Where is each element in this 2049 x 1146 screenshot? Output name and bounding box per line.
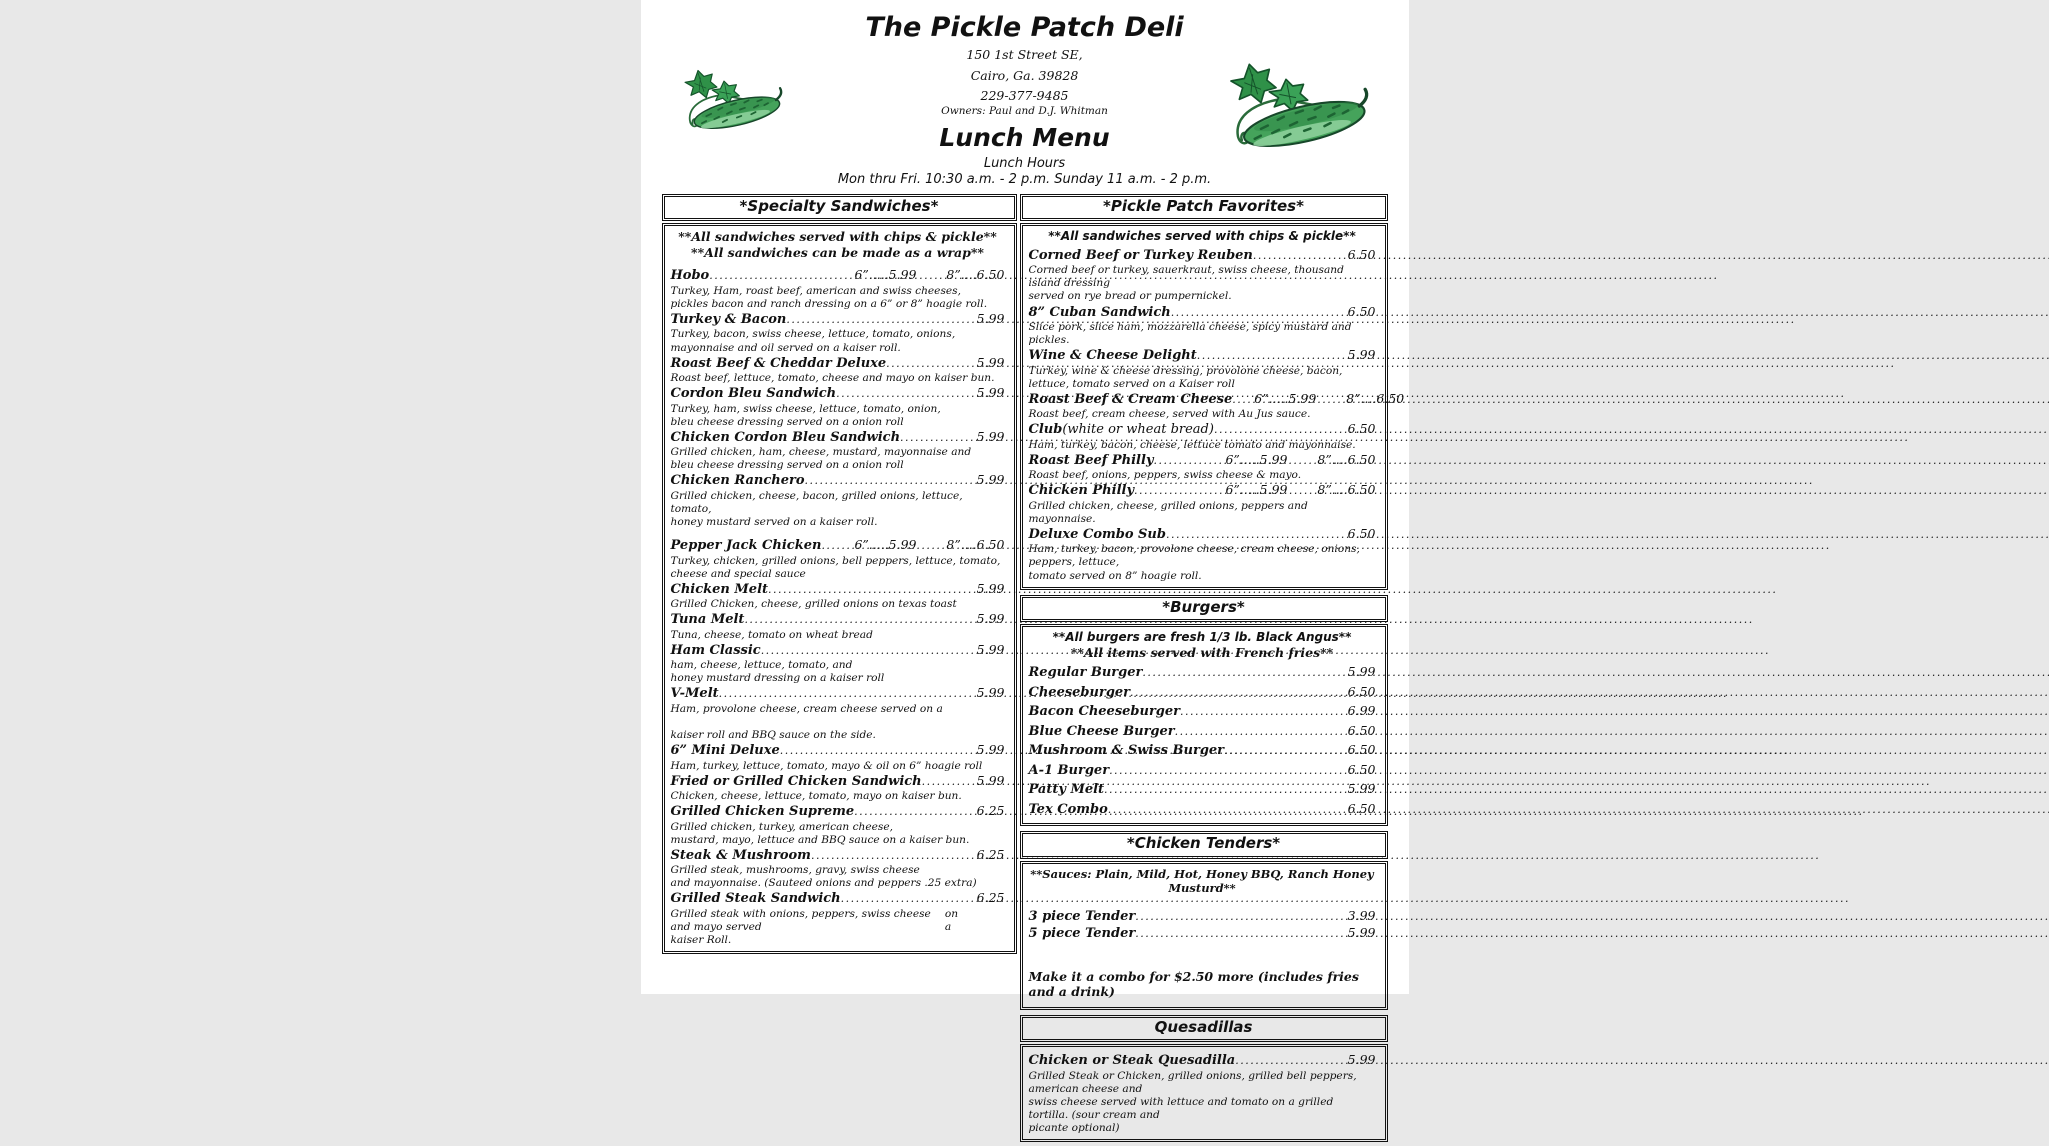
- dot-leader: [1166, 528, 1332, 542]
- menu-item-row: [1029, 247, 1376, 264]
- menu-columns: [662, 194, 1405, 1146]
- item-name: Roast Beef Philly: [1028, 452, 1154, 468]
- menu-item: [671, 890, 1005, 947]
- item-price: 5.99: [976, 311, 1005, 327]
- item-name: Mushroom & Swiss Burger: [1028, 743, 1225, 759]
- item-name: Patty Melt: [1028, 782, 1105, 798]
- menu-item-row: [1029, 925, 1376, 942]
- menu-item: [671, 803, 1005, 847]
- item-price: 5.99: [976, 472, 1005, 488]
- item-description: Grilled chicken, turkey, american cheese,: [670, 820, 893, 833]
- menu-item-row: [1029, 526, 1376, 543]
- item-name: Ham Classic: [670, 642, 761, 658]
- item-price: 5.99: [1347, 781, 1376, 797]
- menu-item-row: [671, 611, 1005, 628]
- item-price: 6.50: [1347, 303, 1376, 319]
- menu-title: Lunch Menu: [939, 123, 1110, 153]
- item-description: Ham, turkey, bacon, provolone cheese, cream cheese, onions, peppers, lettuce,: [1028, 543, 1360, 569]
- menu-item-row: [1029, 800, 1376, 819]
- dot-leader: [1104, 782, 1331, 798]
- pickle-illustration-right: [1201, 56, 1371, 156]
- menu-item: [1029, 1052, 1376, 1135]
- item-description: swiss cheese served with lettuce and tomato on a grilled tortilla. (sour cream and: [1028, 1095, 1334, 1122]
- menu-item: [1029, 741, 1376, 760]
- section-note: **All sandwiches served with chips & pickle**: [1048, 229, 1356, 244]
- section-body-chicken-tenders: [1020, 861, 1388, 1010]
- item-price: 5.99: [976, 428, 1005, 444]
- specialty-items: [671, 267, 1005, 947]
- section-body-pickle-patch-favorites: [1020, 223, 1405, 589]
- favorites-notes: [1029, 229, 1376, 244]
- item-price: 6.50: [1347, 683, 1376, 699]
- dot-leader: [821, 539, 838, 553]
- item-name: Blue Cheese Burger: [1028, 723, 1175, 739]
- dot-leader: [1130, 685, 1331, 701]
- dot-leader: [1214, 423, 1332, 437]
- item-description: Roast beef, onions, peppers, swiss cheese & mayo.: [1028, 469, 1302, 482]
- menu-item-row: [671, 385, 1005, 402]
- pickle-illustration-left: [665, 56, 783, 144]
- menu-item: [1029, 683, 1376, 702]
- combo-note: Make it a combo for $2.50 more (includes fries and a drink): [1028, 968, 1359, 999]
- dot-leader: [922, 775, 961, 789]
- item-description: Ham, provolone cheese, cream cheese served on a: [670, 702, 943, 715]
- item-price-6inch: 6”.....5.99: [854, 537, 917, 553]
- dot-leader: [1235, 1054, 1331, 1068]
- item-description: Grilled chicken, cheese, bacon, grilled onions, lettuce, tomato,: [670, 489, 963, 515]
- item-description: Turkey, wine & cheese dressing, provolone cheese, bacon,: [1028, 364, 1343, 377]
- item-name: 8” Cuban Sandwich: [1028, 304, 1171, 320]
- item-description-text: Grilled steak with onions, peppers, swiss cheese and mayo served: [670, 907, 931, 933]
- item-price: 6.25: [976, 803, 1005, 819]
- item-description: kaiser roll and BBQ sauce on the side.: [670, 729, 876, 742]
- address-line-2: Cairo, Ga. 39828: [970, 67, 1079, 83]
- dot-leader: [1180, 704, 1331, 720]
- section-header-chicken-tenders: *Chicken Tenders*: [1020, 831, 1388, 859]
- item-description: mustard, mayo, lettuce and BBQ sauce on a kaiser bun.: [670, 833, 970, 846]
- dot-leader: [768, 583, 960, 597]
- menu-item: [1029, 925, 1376, 942]
- item-price: 5.99: [976, 385, 1005, 401]
- menu-item: [1029, 347, 1376, 391]
- item-name: Chicken Philly: [1028, 483, 1135, 499]
- item-name: Chicken Cordon Bleu Sandwich: [670, 429, 901, 445]
- menu-item: [671, 355, 1005, 386]
- item-name: Turkey & Bacon: [670, 312, 787, 328]
- menu-item: [671, 472, 1005, 529]
- item-description-wrap-text: on a: [944, 907, 959, 933]
- item-price-8inch: 8”....6.50: [1346, 390, 1405, 406]
- item-name: Pepper Jack Chicken: [670, 538, 822, 554]
- menu-item-row: [1029, 1052, 1376, 1069]
- item-description: Ham, turkey, bacon, cheese, lettuce tomato and mayonnaise.: [1028, 438, 1356, 451]
- item-price-6inch: 6”.....5.99: [1225, 482, 1288, 498]
- menu-item-row: [1029, 702, 1376, 721]
- item-description: Grilled Steak or Chicken, grilled onions, grilled bell peppers, american cheese and: [1028, 1069, 1357, 1095]
- menu-item: [671, 847, 1005, 891]
- item-name: Roast Beef & Cheddar Deluxe: [670, 355, 887, 371]
- menu-item-row: [1029, 304, 1376, 321]
- menu-item: [1029, 247, 1376, 304]
- item-description: Roast beef, cream cheese, served with Au Jus sauce.: [1028, 408, 1311, 421]
- menu-item-row: [671, 847, 1005, 864]
- dot-leader: [1253, 249, 1332, 263]
- item-name: Hobo: [670, 268, 710, 284]
- dot-leader: [1154, 454, 1210, 468]
- item-description: ham, cheese, lettuce, tomato, and: [670, 659, 853, 672]
- menu-item: [671, 773, 1005, 804]
- favorites-items: [1028, 246, 1405, 583]
- menu-item: [671, 429, 1005, 473]
- dot-leader: [1142, 665, 1331, 681]
- menu-item: [671, 385, 1005, 429]
- item-name: Grilled Chicken Supreme: [670, 804, 855, 820]
- menu-item-row: [671, 803, 1005, 820]
- dot-leader: [709, 269, 838, 283]
- menu-item-row: [1029, 683, 1376, 702]
- item-price: 6.50: [1347, 800, 1376, 816]
- section-note: **All sandwiches can be made as a wrap**: [691, 245, 984, 261]
- dot-leader: [900, 431, 960, 445]
- item-price: 5.99: [1347, 925, 1376, 941]
- item-name: Chicken Melt: [670, 581, 769, 597]
- dot-leader: [744, 613, 960, 627]
- menu-item-row: [671, 355, 1005, 372]
- item-description: Turkey, ham, swiss cheese, lettuce, tomato, onion,: [670, 402, 941, 415]
- tenders-items: [1029, 908, 1376, 943]
- menu-item-row: [671, 267, 1005, 284]
- dot-leader: [1134, 484, 1209, 498]
- menu-item: [1029, 421, 1376, 452]
- item-description: Ham, turkey, lettuce, tomato, mayo & oil on 6” hoagie roll: [670, 759, 983, 772]
- item-price-6inch: 6”.....5.99: [854, 267, 917, 283]
- menu-item: [1029, 800, 1376, 819]
- item-description: and mayonnaise. (Sauteed onions and peppers .25 extra): [670, 877, 977, 890]
- menu-item: [671, 611, 1005, 642]
- item-price: 6.50: [1347, 525, 1376, 541]
- dot-leader: [1197, 349, 1332, 363]
- menu-item: [1029, 702, 1376, 721]
- hours-text: Mon thru Fri. 10:30 a.m. - 2 p.m. Sunday 11 a.m. - 2 p.m.: [837, 171, 1212, 187]
- item-name: V-Melt: [670, 686, 719, 702]
- item-description: cheese and special sauce: [670, 567, 806, 580]
- item-name: Tuna Melt: [670, 612, 745, 628]
- menu-item: [671, 311, 1005, 355]
- menu-item-row: [671, 685, 1005, 702]
- item-price: 5.99: [976, 772, 1005, 788]
- section-header-specialty-sandwiches: *Specialty Sandwiches*: [662, 194, 1017, 222]
- item-description: bleu cheese dressing served on a onion roll: [670, 459, 904, 472]
- item-name: Corned Beef or Turkey Reuben: [1028, 247, 1253, 263]
- item-description: Turkey, chicken, grilled onions, bell peppers, lettuce, tomato,: [670, 554, 1001, 567]
- left-column: [662, 194, 1017, 958]
- quesadillas-items: [1029, 1052, 1376, 1135]
- menu-item-row: [1029, 347, 1376, 364]
- item-price: 5.99: [976, 580, 1005, 596]
- deli-title: The Pickle Patch Deli: [865, 12, 1184, 43]
- menu-item-row: [1029, 452, 1376, 469]
- dot-leader: [1175, 724, 1332, 740]
- item-description: Grilled chicken, cheese, grilled onions, peppers and mayonnaise.: [1028, 499, 1308, 525]
- item-price: 6.50: [1347, 722, 1376, 738]
- menu-item: [671, 685, 1005, 742]
- item-price-8inch: 8”....6.50: [946, 267, 1005, 283]
- item-description: Roast beef, lettuce, tomato, cheese and mayo on kaiser bun.: [670, 372, 995, 385]
- dot-leader: [780, 744, 961, 758]
- menu-item-row: [1028, 390, 1405, 408]
- item-description: lettuce, tomato served on a Kaiser roll: [1028, 377, 1235, 390]
- item-name: Chicken or Steak Quesadilla: [1028, 1053, 1236, 1069]
- menu-item-row: [671, 537, 1005, 554]
- menu-item-row: [671, 581, 1005, 598]
- menu-item-row: [1029, 761, 1376, 780]
- menu-item: [1029, 780, 1376, 799]
- item-description: Tuna, cheese, tomato on wheat bread: [670, 628, 873, 641]
- dot-leader: [836, 387, 960, 401]
- item-description: honey mustard dressing on a kaiser roll: [670, 672, 885, 685]
- item-description: Chicken, cheese, lettuce, tomato, mayo on kaiser bun.: [670, 790, 962, 803]
- item-price-8inch: 8”....6.50: [1317, 482, 1376, 498]
- menu-item: [1029, 722, 1376, 741]
- item-name: Cheeseburger: [1028, 684, 1131, 700]
- item-description: pickles bacon and ranch dressing on a 6” or 8” hoagie roll.: [670, 297, 988, 310]
- phone-number: 229-377-9485: [980, 88, 1069, 104]
- item-name: Regular Burger: [1028, 665, 1143, 681]
- dot-leader: [761, 644, 961, 658]
- menu-item-row: [1029, 482, 1376, 499]
- item-description: Grilled steak, mushrooms, gravy, swiss cheese: [670, 864, 920, 877]
- dot-leader: [854, 805, 960, 819]
- menu-item-row: [671, 311, 1005, 328]
- section-note: **All items served with French fries**: [1070, 645, 1334, 661]
- menu-item: [1029, 452, 1376, 483]
- dot-leader: [1135, 927, 1331, 941]
- item-name: 6” Mini Deluxe: [670, 743, 780, 759]
- section-note: **Sauces: Plain, Mild, Hot, Honey BBQ, Ranch Honey Musturd**: [1030, 866, 1374, 896]
- item-price: 6.25: [976, 846, 1005, 862]
- menu-item: [671, 642, 1005, 686]
- menu-item-row: [671, 472, 1005, 489]
- menu-item-row: [671, 642, 1005, 659]
- item-price: 6.50: [1347, 742, 1376, 758]
- hours-label: Lunch Hours: [983, 155, 1066, 171]
- menu-item: [671, 581, 1005, 612]
- item-name: Tex Combo: [1028, 801, 1108, 817]
- item-price: 6.50: [1347, 761, 1376, 777]
- menu-item: [1029, 908, 1376, 925]
- menu-item-row: [1029, 421, 1376, 438]
- section-header-quesadillas: Quesadillas: [1020, 1015, 1388, 1043]
- burgers-notes: [1029, 630, 1376, 661]
- item-price: 5.99: [1347, 664, 1376, 680]
- item-price: 5.99: [976, 742, 1005, 758]
- item-description: tomato served on 8” hoagie roll.: [1028, 569, 1202, 582]
- menu-item: [1029, 526, 1376, 583]
- item-description: bleu cheese dressing served on a onion roll: [670, 415, 904, 428]
- dot-leader: [786, 313, 960, 327]
- item-price: 5.99: [976, 685, 1005, 701]
- item-name: Bacon Cheeseburger: [1028, 704, 1181, 720]
- dot-leader: [886, 357, 960, 371]
- dot-leader: [1171, 306, 1332, 320]
- item-name: Chicken Ranchero: [670, 473, 805, 489]
- item-description: Slice pork, slice ham, mozzarella cheese, spicy mustard and pickles.: [1028, 320, 1352, 346]
- item-description: Corned beef or turkey, sauerkraut, swiss cheese, thousand island dressing: [1028, 264, 1344, 290]
- item-description: Grilled Chicken, cheese, grilled onions on texas toast: [670, 598, 957, 611]
- dot-leader: [811, 849, 961, 863]
- section-body-burgers: [1020, 624, 1388, 826]
- menu-item-row: [1029, 722, 1376, 741]
- menu-item-row: [1029, 908, 1376, 925]
- burgers-items: [1029, 663, 1376, 819]
- menu-item-row: [1029, 780, 1376, 799]
- specialty-notes: [671, 229, 1005, 261]
- item-price: 3.99: [1347, 908, 1376, 924]
- item-price: 5.99: [976, 641, 1005, 657]
- dot-leader: [841, 892, 961, 906]
- item-price: 6.50: [1347, 246, 1376, 262]
- menu-item: [1029, 663, 1376, 682]
- section-note: **All burgers are fresh 1/3 lb. Black Angus**: [1052, 630, 1352, 645]
- item-name: Grilled Steak Sandwich: [670, 891, 841, 907]
- item-description: [671, 908, 1005, 934]
- item-name: Wine & Cheese Delight: [1028, 348, 1197, 364]
- item-price: 5.99: [1347, 1052, 1376, 1068]
- dot-leader: [1224, 743, 1331, 759]
- menu-page: [641, 0, 1409, 1135]
- item-name: Club: [1028, 422, 1063, 438]
- tenders-notes: [1029, 867, 1376, 896]
- right-column: [1020, 194, 1405, 1146]
- item-description: mayonnaise and oil served on a kaiser roll.: [670, 341, 901, 354]
- item-description: [671, 716, 1005, 729]
- item-name: Fried or Grilled Chicken Sandwich: [670, 773, 922, 789]
- menu-item: [671, 267, 1005, 311]
- menu-item: [671, 537, 1005, 581]
- item-name: 3 piece Tender: [1028, 909, 1136, 925]
- section-body-quesadillas: [1020, 1044, 1388, 1142]
- section-body-specialty-sandwiches: [662, 223, 1017, 954]
- item-description: kaiser Roll.: [670, 934, 732, 947]
- item-description: picante optional): [1028, 1122, 1120, 1135]
- item-price: 6.50: [1347, 421, 1376, 437]
- menu-item: [1029, 304, 1376, 348]
- address-line-1: 150 1st Street SE,: [966, 47, 1083, 63]
- section-header-pickle-patch-favorites: *Pickle Patch Favorites*: [1020, 194, 1388, 222]
- item-price-8inch: 8”....6.50: [946, 537, 1005, 553]
- menu-item: [1029, 761, 1376, 780]
- item-price-6inch: 6”.....5.99: [1254, 390, 1317, 406]
- menu-item: [1028, 390, 1405, 422]
- item-price-6inch: 6”.....5.99: [1225, 451, 1288, 467]
- item-price: 5.99: [976, 354, 1005, 370]
- dot-leader: [1109, 763, 1331, 779]
- item-name: 5 piece Tender: [1028, 926, 1136, 942]
- dot-leader: [719, 687, 961, 701]
- item-price: 5.99: [976, 611, 1005, 627]
- dot-leader: [805, 474, 961, 488]
- item-price: 6.99: [1347, 703, 1376, 719]
- owners-line: Owners: Paul and D.J. Whitman: [941, 104, 1108, 117]
- section-note: **All sandwiches served with chips & pickle**: [678, 229, 997, 245]
- item-description: Grilled chicken, ham, cheese, mustard, mayonnaise and: [670, 446, 972, 459]
- menu-item: [1029, 482, 1376, 526]
- section-header-burgers: *Burgers*: [1020, 595, 1388, 623]
- item-name: A-1 Burger: [1028, 762, 1110, 778]
- item-description: honey mustard served on a kaiser roll.: [670, 516, 878, 529]
- item-description: Turkey, Ham, roast beef, american and swiss cheeses,: [670, 284, 961, 297]
- item-name: Cordon Bleu Sandwich: [670, 386, 837, 402]
- menu-item-row: [671, 890, 1005, 907]
- menu-item-row: [671, 429, 1005, 446]
- item-name-note: (white or wheat bread): [1062, 422, 1214, 438]
- item-name: Steak & Mushroom: [670, 847, 811, 863]
- item-price: 6.25: [976, 890, 1005, 906]
- item-price-8inch: 8”....6.50: [1317, 451, 1376, 467]
- menu-item-row: [1029, 663, 1376, 682]
- menu-item: [671, 742, 1005, 773]
- item-description: served on rye bread or pumpernickel.: [1028, 290, 1232, 303]
- dot-leader: [1108, 802, 1332, 818]
- dot-leader: [1135, 910, 1331, 924]
- menu-item-row: [1029, 741, 1376, 760]
- menu-item-row: [671, 742, 1005, 759]
- menu-item-row: [671, 773, 1005, 790]
- item-name: Roast Beef & Cream Cheese: [1028, 391, 1233, 407]
- item-description: Turkey, bacon, swiss cheese, lettuce, tomato, onions,: [670, 328, 956, 341]
- item-price: 5.99: [1347, 347, 1376, 363]
- item-name: Deluxe Combo Sub: [1028, 526, 1166, 542]
